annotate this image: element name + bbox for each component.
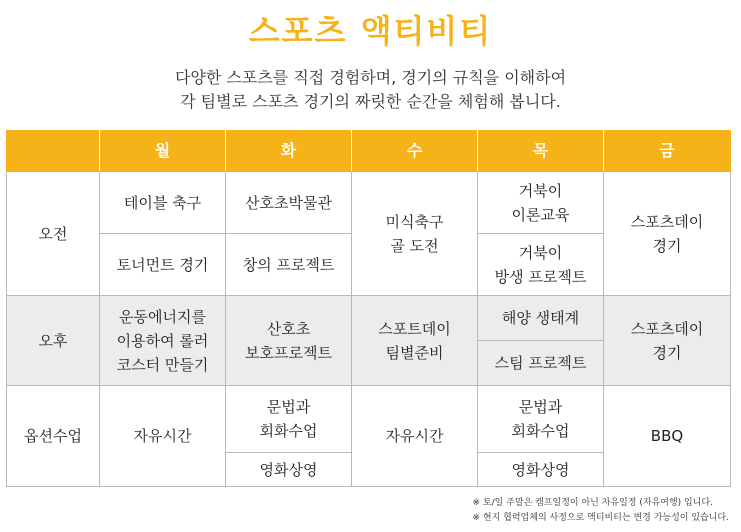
cell-text: 산호초박물관 (245, 193, 332, 212)
cell-text: 자유시간 (133, 427, 192, 445)
cell-thu-opt-2 (478, 453, 604, 487)
row-label-text: 옵션수업 (24, 427, 82, 445)
cell-text: 문법과 회화수업 (511, 398, 570, 440)
cell-text: 스포트데이 팀별준비 (378, 319, 451, 362)
page-title: 스포츠 액티비티 (248, 12, 493, 50)
cell-tue-pm (226, 296, 352, 386)
cell-wed-am (352, 172, 478, 296)
cell-tue-opt-1 (226, 386, 352, 453)
header-corner (7, 131, 100, 172)
cell-text: 거북이 이론교육 (511, 181, 570, 224)
header-tuesday: 화 (226, 131, 352, 172)
cell-fri-am (604, 172, 731, 296)
header-wednesday: 수 (352, 131, 478, 172)
cell-mon-am-1 (100, 172, 226, 234)
footnote-weekend: ※ 토/일 주말은 캠프일정이 아닌 자유일정 (자유여행) 입니다. (472, 498, 713, 508)
cell-text: 스포츠데이 경기 (630, 319, 704, 362)
cell-thu-am-1 (478, 172, 604, 234)
header-row (7, 131, 731, 172)
cell-text: 영화상영 (259, 460, 318, 479)
table-row (7, 296, 731, 341)
cell-fri-opt (604, 386, 731, 487)
cell-text: 스포츠데이 경기 (630, 212, 704, 255)
cell-mon-pm (100, 296, 226, 386)
cell-text: 산호초 보호프로젝트 (245, 319, 332, 362)
cell-text: 영화상영 (511, 460, 570, 479)
cell-text: 테이블 축구 (123, 193, 202, 212)
cell-text: 해양 생태계 (501, 309, 580, 327)
row-label-text: 오전 (38, 224, 68, 243)
header-monday: 월 (100, 131, 226, 172)
cell-wed-pm (352, 296, 478, 386)
cell-tue-opt-2 (226, 453, 352, 487)
header-friday: 금 (604, 131, 731, 172)
cell-fri-pm (604, 296, 731, 386)
cell-text: 창의 프로젝트 (242, 255, 335, 274)
intro-text (0, 66, 741, 114)
cell-thu-pm-2 (478, 341, 604, 386)
cell-text: 자유시간 (385, 427, 444, 445)
cell-thu-pm-1 (478, 296, 604, 341)
cell-text: 미식축구 골 도전 (385, 212, 444, 255)
cell-text: 스팀 프로젝트 (494, 354, 587, 372)
cell-text: 운동에너지를 이용하여 롤러 코스터 만들기 (116, 307, 209, 374)
intro-line-2: 각 팀별로 스포츠 경기의 짜릿한 순간을 체험해 봅니다. (180, 92, 561, 111)
cell-text: BBQ (650, 427, 684, 445)
header-thursday: 목 (478, 131, 604, 172)
footnotes (473, 496, 729, 526)
cell-tue-am-2 (226, 234, 352, 296)
cell-wed-opt (352, 386, 478, 487)
row-label-optional (7, 386, 100, 487)
intro-line-1: 다양한 스포츠를 직접 경험하며, 경기의 규칙을 이해하여 (174, 68, 567, 87)
cell-thu-am-2 (478, 234, 604, 296)
row-label-morning (7, 172, 100, 296)
cell-thu-opt-1 (478, 386, 604, 453)
row-label-text: 오후 (38, 331, 68, 350)
cell-tue-am-1 (226, 172, 352, 234)
table-row (7, 172, 731, 234)
cell-text: 문법과 회화수업 (259, 398, 318, 440)
cell-mon-am-2 (100, 234, 226, 296)
row-label-afternoon (7, 296, 100, 386)
table-row (7, 386, 731, 453)
schedule-table (6, 130, 731, 487)
cell-text: 토너먼트 경기 (116, 255, 209, 274)
footnote-change: ※ 현지 협력업체의 사정으로 액티비티는 변경 가능성이 있습니다. (472, 513, 729, 523)
cell-text: 거북이 방생 프로젝트 (494, 243, 587, 286)
cell-mon-opt (100, 386, 226, 487)
